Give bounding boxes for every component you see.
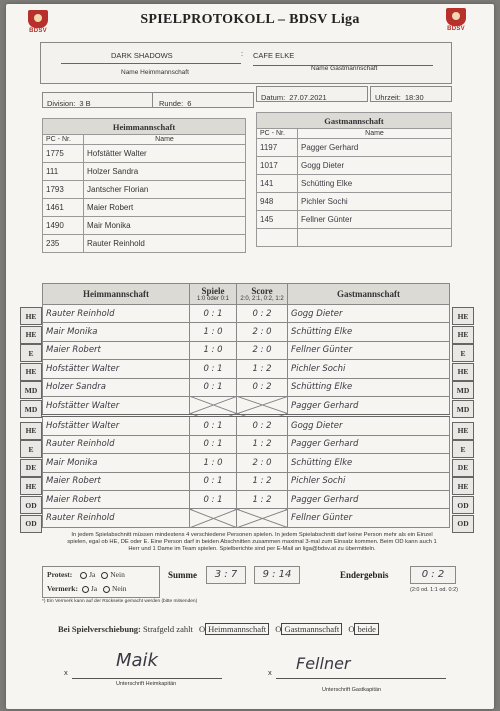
match-away: Fellner Günter xyxy=(288,509,450,527)
player-name: Gogg Dieter xyxy=(298,157,452,175)
discipline-label: HE xyxy=(20,422,42,440)
discipline-label: HE xyxy=(20,307,42,325)
match-away: Pichler Sochi xyxy=(288,472,450,490)
rules-text: In jedem Spielabschnitt müssen mindestens 4 verschiedene Personen spielen. In jedem Spielabschnitt darf keine Person mehr als ein Einzel spielen, egal ob HE, DE oder E. Eine Person darf in beiden Abschnitten zusammen maximal 3-mal zum Einsatz kommen. Beim OD kann auch 1 Herr und 1 Dame im Team spielen. Spielberichte sind per E-Mail an liga@bdsv.at zu übermitteln. xyxy=(67,532,437,552)
ergebnis-value: 0 : 2 xyxy=(410,566,456,584)
match-home: Maier Robert xyxy=(43,472,190,490)
teams-box: DARK SHADOWS : CAFE ELKE Name Heimmannschaft Name Gastmannschaft xyxy=(40,42,452,84)
discipline-label: HE xyxy=(20,363,42,381)
matches-table: Heimmannschaft Spiele 1:0 oder 0:1 Score 2:0, 2:1, 0:2, 1:2 Gastmannschaft Rauter Reinhold 0 : 1 0 : 2 Gogg Dieter Mair Monika 1 : 0 2 : 0 Schütting Elke Maier Robert 1 : 0 2 : 0 Fellner Günter Hofstätter Walter 0 : 1 1 : 2 Pichler Sochi Holzer Sandra 0 : 1 0 : 2 Schütting Elke Hofstätter Walter Pagger Gerhard Hofstätter Walter 0 : 1 0 : 2 Gogg Dieter Rauter Reinhold 0 : 1 1 : 2 Pagger Gerhard Mair Monika 1 : 0 2 : 0 Schütting Elke Maier Robert 0 : 1 1 : 2 Pichler Sochi Maier Robert 0 : 1 1 : 2 Pagger Gerhard Rauter Reinhold Fellner Günter xyxy=(42,283,450,528)
match-games: 1 : 0 xyxy=(190,454,237,472)
player-row xyxy=(43,181,246,199)
match-row xyxy=(43,305,450,323)
match-row xyxy=(43,490,450,508)
date-field: Datum: 27.07.2021 xyxy=(256,86,368,102)
match-score: 2 : 0 xyxy=(237,323,288,341)
home-team-label: Name Heimmannschaft xyxy=(121,69,189,76)
away-team-name: CAFE ELKE xyxy=(253,51,295,60)
match-row xyxy=(43,435,450,453)
match-games: 0 : 1 xyxy=(190,435,237,453)
match-home: Mair Monika xyxy=(43,323,190,341)
match-score xyxy=(237,509,288,527)
player-pc-number: 111 xyxy=(43,163,84,181)
match-away: Gogg Dieter xyxy=(288,305,450,323)
match-score: 1 : 2 xyxy=(237,360,288,378)
discipline-label: MD xyxy=(452,400,474,418)
player-name: Rauter Reinhold xyxy=(84,235,246,253)
discipline-label: HE xyxy=(452,422,474,440)
option-beide: beide xyxy=(354,623,378,635)
match-games: 0 : 1 xyxy=(190,472,237,490)
match-home: Rauter Reinhold xyxy=(43,305,190,323)
home-signature: Maik xyxy=(116,650,158,671)
match-games: 1 : 0 xyxy=(190,323,237,341)
discipline-label: HE xyxy=(452,307,474,325)
match-away: Schütting Elke xyxy=(288,378,450,396)
player-pc-number: 1017 xyxy=(257,157,298,175)
player-pc-number: 948 xyxy=(257,193,298,211)
match-row xyxy=(43,454,450,472)
discipline-label: E xyxy=(452,440,474,458)
postpone-row: Bei Spielverschiebung: Strafgeld zahlt O Heimmannschaft O Gastmannschaft O beide xyxy=(58,624,379,634)
player-pc-number: 141 xyxy=(257,175,298,193)
discipline-label: E xyxy=(20,440,42,458)
match-games: 0 : 1 xyxy=(190,416,237,435)
match-row xyxy=(43,416,450,435)
match-score: 0 : 2 xyxy=(237,416,288,435)
away-players-table: Gastmannschaft PC - Nr. Name 1197 Pagger Gerhard 1017 Gogg Dieter 141 Schütting Elke 948 Pichler Sochi 145 Fellner Günter xyxy=(256,112,452,247)
match-row xyxy=(43,323,450,341)
match-home: Maier Robert xyxy=(43,490,190,508)
player-pc-number: 235 xyxy=(43,235,84,253)
player-row xyxy=(257,193,452,211)
discipline-label: DE xyxy=(20,459,42,477)
match-away: Gogg Dieter xyxy=(288,416,450,435)
player-row xyxy=(257,211,452,229)
match-games: 0 : 1 xyxy=(190,490,237,508)
match-away: Pagger Gerhard xyxy=(288,490,450,508)
match-row xyxy=(43,472,450,490)
match-games: 0 : 1 xyxy=(190,378,237,396)
player-name: Maier Robert xyxy=(84,199,246,217)
summe-games: 3 : 7 xyxy=(206,566,246,584)
player-pc-number: 1197 xyxy=(257,139,298,157)
player-name: Jantscher Florian xyxy=(84,181,246,199)
away-signature-label: Unterschrift Gastkapitän xyxy=(322,687,381,693)
match-row xyxy=(43,360,450,378)
discipline-label: HE xyxy=(452,326,474,344)
match-score xyxy=(237,396,288,415)
option-gastmannschaft: Gastmannschaft xyxy=(281,623,342,635)
match-away: Pagger Gerhard xyxy=(288,396,450,415)
player-row xyxy=(43,217,246,235)
match-row xyxy=(43,396,450,415)
away-signature: Fellner xyxy=(296,654,351,673)
match-row xyxy=(43,341,450,359)
match-games xyxy=(190,396,237,415)
match-score: 2 : 0 xyxy=(237,454,288,472)
player-row xyxy=(257,157,452,175)
summe-label: Summe xyxy=(168,570,197,580)
match-away: Pichler Sochi xyxy=(288,360,450,378)
ergebnis-label: Endergebnis xyxy=(340,570,389,580)
player-name: Holzer Sandra xyxy=(84,163,246,181)
discipline-label: OD xyxy=(452,515,474,533)
player-pc-number: 1490 xyxy=(43,217,84,235)
discipline-label: MD xyxy=(20,381,42,399)
time-field: Uhrzeit: 18:30 xyxy=(370,86,452,102)
discipline-label: HE xyxy=(20,326,42,344)
bdsv-logo-left: BDSV xyxy=(28,10,48,36)
player-pc-number: 1775 xyxy=(43,145,84,163)
player-name: Fellner Günter xyxy=(298,211,452,229)
page-title: SPIELPROTOKOLL – BDSV Liga xyxy=(140,12,360,27)
player-name: Pagger Gerhard xyxy=(298,139,452,157)
protest-box: Protest: Ja Nein Vermerk: Ja Nein xyxy=(42,566,160,598)
match-games xyxy=(190,509,237,527)
home-players-table: Heimmannschaft PC - Nr. Name 1775 Hofstätter Walter 111 Holzer Sandra 1793 Jantscher Florian 1461 Maier Robert 1490 Mair Monika 235 Rauter Reinhold xyxy=(42,118,246,253)
player-row xyxy=(43,163,246,181)
player-row xyxy=(257,175,452,193)
match-away: Schütting Elke xyxy=(288,323,450,341)
match-score: 0 : 2 xyxy=(237,305,288,323)
player-row xyxy=(43,235,246,253)
discipline-label: OD xyxy=(452,496,474,514)
ergebnis-note: (2:0 od. 1:1 od. 0:2) xyxy=(410,587,459,593)
match-home: Rauter Reinhold xyxy=(43,509,190,527)
player-name: Pichler Sochi xyxy=(298,193,452,211)
player-row xyxy=(257,139,452,157)
discipline-label: HE xyxy=(20,477,42,495)
match-score: 0 : 2 xyxy=(237,378,288,396)
player-row xyxy=(43,145,246,163)
match-games: 1 : 0 xyxy=(190,341,237,359)
match-home: Hofstätter Walter xyxy=(43,416,190,435)
discipline-label: DE xyxy=(452,459,474,477)
player-name: Schütting Elke xyxy=(298,175,452,193)
match-games: 0 : 1 xyxy=(190,305,237,323)
division-field: Division: 3 B xyxy=(42,92,154,108)
player-pc-number: 1793 xyxy=(43,181,84,199)
option-heimmannschaft: Heimmannschaft xyxy=(205,623,269,635)
match-home: Maier Robert xyxy=(43,341,190,359)
match-row xyxy=(43,378,450,396)
player-name: Hofstätter Walter xyxy=(84,145,246,163)
player-pc-number: 1461 xyxy=(43,199,84,217)
match-score: 2 : 0 xyxy=(237,341,288,359)
discipline-label: E xyxy=(20,344,42,362)
match-home: Holzer Sandra xyxy=(43,378,190,396)
discipline-label: HE xyxy=(452,477,474,495)
player-pc-number: 145 xyxy=(257,211,298,229)
discipline-label: MD xyxy=(20,400,42,418)
home-signature-label: Unterschrift Heimkapitän xyxy=(116,681,177,687)
vermerk-note: *) Ein Vermerk kann auf der Rückseite gemacht werden (bitte mitsenden) xyxy=(42,599,198,604)
player-row xyxy=(43,199,246,217)
discipline-label: OD xyxy=(20,496,42,514)
discipline-label: E xyxy=(452,344,474,362)
match-score: 1 : 2 xyxy=(237,472,288,490)
match-home: Hofstätter Walter xyxy=(43,396,190,415)
match-row xyxy=(43,509,450,527)
discipline-label: MD xyxy=(452,381,474,399)
match-score: 1 : 2 xyxy=(237,490,288,508)
match-score: 1 : 2 xyxy=(237,435,288,453)
match-home: Mair Monika xyxy=(43,454,190,472)
match-home: Hofstätter Walter xyxy=(43,360,190,378)
match-away: Schütting Elke xyxy=(288,454,450,472)
discipline-label: OD xyxy=(20,515,42,533)
discipline-label: HE xyxy=(452,363,474,381)
score-sheet: BDSV BDSV SPIELPROTOKOLL – BDSV Liga DARK SHADOWS : CAFE ELKE Name Heimmannschaft Name Gastmannschaft Division: 3 B Runde: 6 Datum: 27.07.2021 Uhrzeit: 18:30 Heimmannschaft PC - Nr. Name 1775 Hofstätter Walter 111 Holzer Sandra 1793 Jantscher Florian 1461 Maier Robert 1490 Mair Monika 235 Rauter Reinhold Gastmannschaft PC - Nr. Name 1197 Pagger Gerhard 1017 Gogg Dieter 141 Schütting Elke 948 Pichler Sochi 145 Fellner Günter Heimmannschaft Spiele 1:0 oder 0:1 Score 2:0, 2:1, 0:2, 1:2 Gastmannschaft Rauter Reinhold 0 : 1 0 : 2 Gogg Dieter Mair Monika 1 : 0 2 : 0 Schütting Elke Maier Robert 1 : 0 2 : 0 Fellner Günter Hofstätter Walter 0 : 1 1 : 2 Pichler Sochi Holzer Sandra 0 : 1 0 : 2 Schütting Elke Hofstätter Walter Pagger Gerhard Hofstätter Walter 0 : 1 0 : 2 Gogg Dieter Rauter Reinhold 0 : 1 1 : 2 Pagger Gerhard Mair Monika 1 : 0 2 : 0 Schütting Elke Maier Robert 0 : 1 1 : 2 Pichler Sochi Maier Robert 0 : 1 1 : 2 Pagger Gerhard Rauter Reinhold Fellner Günter HE HE E HE MD MD HE E DE HE OD OD HE HE E HE MD MD HE E DE HE OD OD In jedem Spielabschnitt müssen mindestens 4 verschiedene Personen spielen. In jedem Spielabschnitt darf keine Person mehr als ein Einzel spielen, egal ob HE, DE oder E. Eine Person darf in beiden Abschnitten zusammen maximal 3-mal zum Einsatz kommen. Beim OD kann auch 1 Herr und 1 Dame im Team spielen. Spielberichte sind per E-Mail an liga@bdsv.at zu übermitteln. Protest: Ja Nein Vermerk: Ja Nein *) Ein Vermerk kann auf der Rückseite gemacht werden (bitte mitsenden) Summe 3 : 7 9 : 14 Endergebnis 0 : 2 (2:0 od. 1:1 od. 0:2) Bei Spielverschiebung: Strafgeld zahlt O Heimmannschaft O Gastmannschaft O beide x Maik Unterschrift Heimkapitän x Fellner Unterschrift Gastkapitän xyxy=(6,4,494,709)
player-name: Mair Monika xyxy=(84,217,246,235)
summe-score: 9 : 14 xyxy=(254,566,300,584)
match-away: Pagger Gerhard xyxy=(288,435,450,453)
match-away: Fellner Günter xyxy=(288,341,450,359)
bdsv-logo-right: BDSV xyxy=(446,8,466,34)
away-team-label: Name Gastmannschaft xyxy=(311,65,378,72)
match-games: 0 : 1 xyxy=(190,360,237,378)
home-team-name: DARK SHADOWS xyxy=(111,51,173,60)
match-home: Rauter Reinhold xyxy=(43,435,190,453)
round-field: Runde: 6 xyxy=(152,92,254,108)
